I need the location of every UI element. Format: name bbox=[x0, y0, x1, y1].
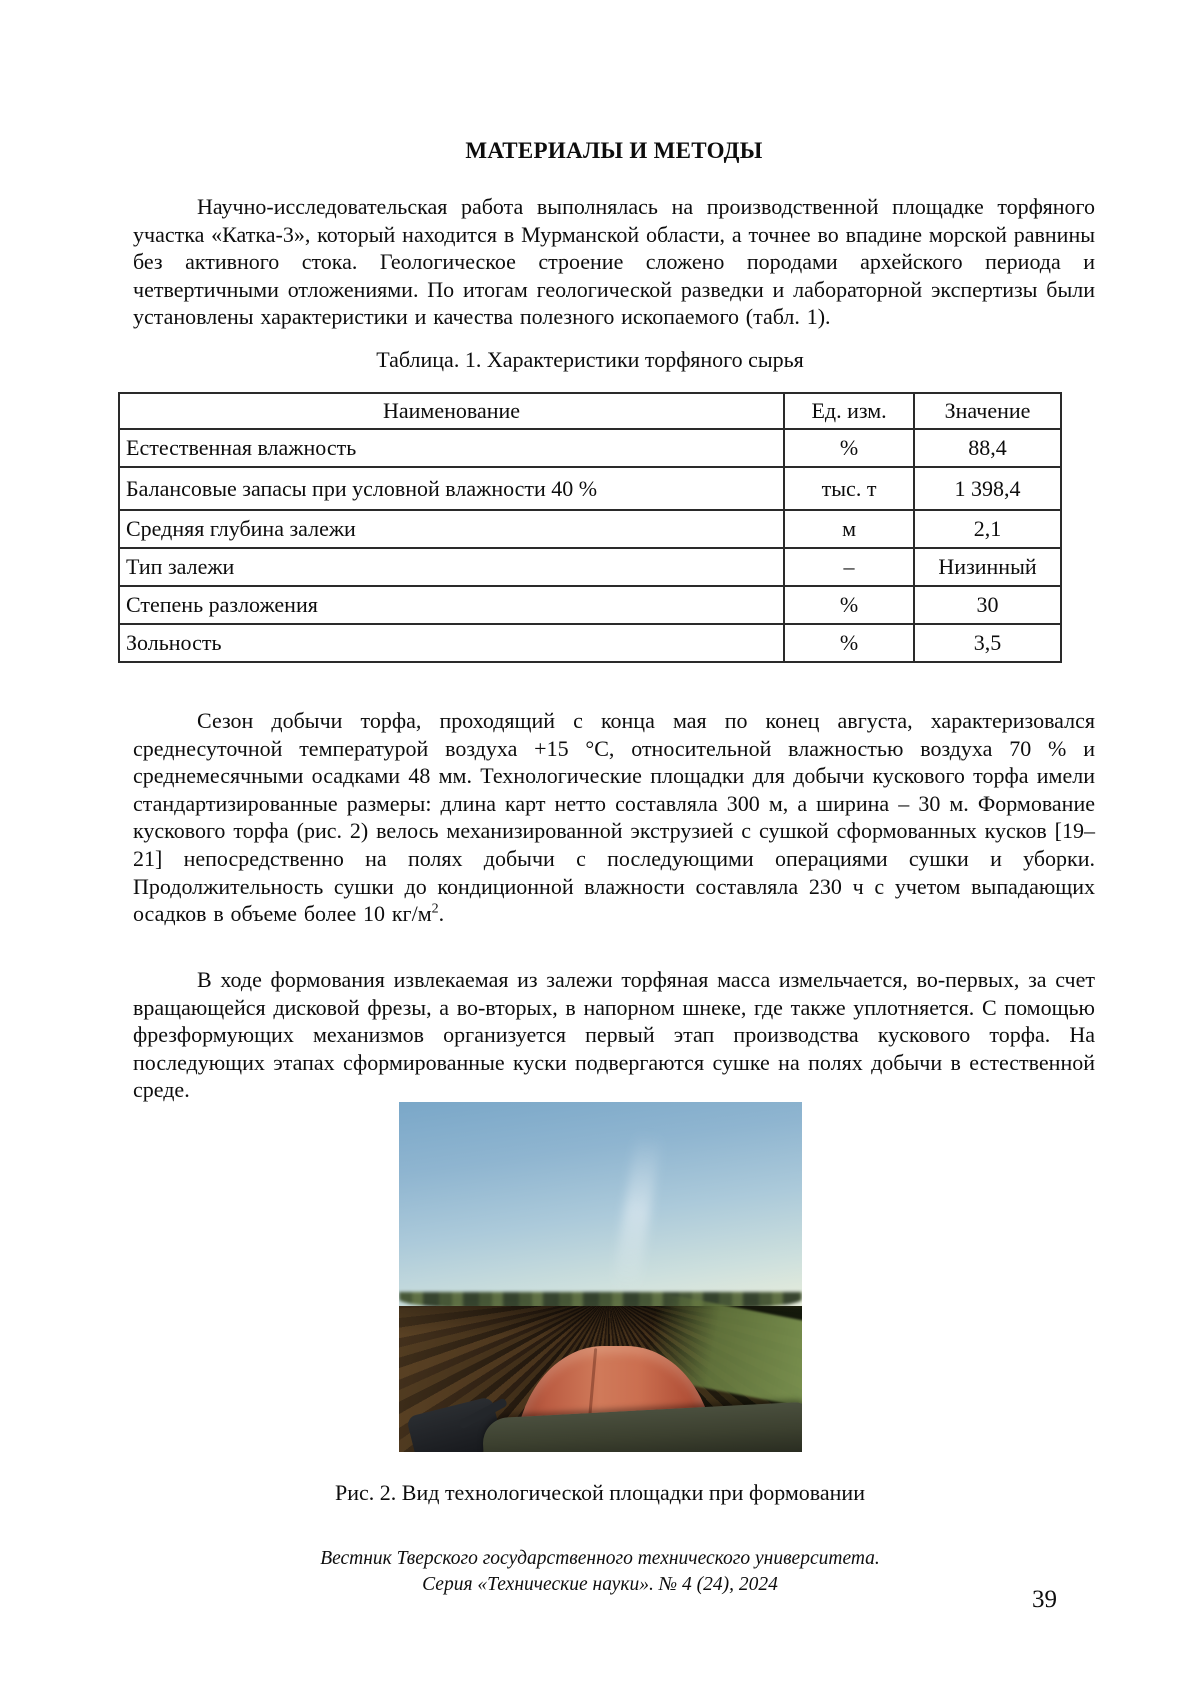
row-unit: – bbox=[784, 548, 914, 586]
row-value: 30 bbox=[914, 586, 1061, 624]
row-value: 3,5 bbox=[914, 624, 1061, 662]
row-name: Средняя глубина залежи bbox=[119, 510, 784, 548]
table-caption: Таблица. 1. Характеристики торфяного сырья bbox=[376, 347, 804, 372]
row-name: Естественная влажность bbox=[119, 429, 784, 467]
paragraph-intro-text: Научно-исследовательская работа выполнялась на производственной площадке торфяного участка «Катка-3», который находится в Мурманской области, а точнее во впадине морской равнины без активного стока. Геологическое строение сложено породами архейского периода и четвертичными отложениями. По итогам геологической разведки и лабораторной экспертизы были установлены характеристики и качества полезного ископаемого (табл. 1). bbox=[133, 194, 1095, 330]
journal-footer-line1: Вестник Тверского государственного технического университета. bbox=[320, 1548, 880, 1569]
row-name: Зольность bbox=[119, 624, 784, 662]
col-header-name: Наименование bbox=[119, 393, 784, 429]
table-peat-characteristics bbox=[118, 392, 1062, 663]
table-row bbox=[119, 624, 1061, 662]
col-header-value: Значение bbox=[914, 393, 1061, 429]
superscript-2: 2 bbox=[431, 901, 439, 917]
row-name: Степень разложения bbox=[119, 586, 784, 624]
paragraph-forming bbox=[133, 966, 1095, 1104]
row-name: Балансовые запасы при условной влажности 40 % bbox=[119, 467, 784, 510]
section-heading: МАТЕРИАЛЫ И МЕТОДЫ bbox=[465, 138, 763, 163]
paragraph-season-text: Сезон добычи торфа, проходящий с конца мая по конец августа, характеризовался среднесуточной температурой воздуха +15 °С, относительной влажностью воздуха 70 % и среднемесячными осадками 48 мм. Технологические площадки для добычи кускового торфа имели стандартизированные размеры: длина карт нетто составляла 300 м, а ширина – 30 м. Формование кускового торфа (рис. 2) велось механизированной экструзией с сушкой сформованных кусков [19–21] непосредственно на полях добычи с последующими операциями сушки и уборки. Продолжительность сушки до кондиционной влажности составляла 230 ч с учетом выпадающих осадков в объеме более 10 кг/м bbox=[133, 708, 1095, 927]
photo-sky bbox=[399, 1102, 802, 1307]
row-unit: тыс. т bbox=[784, 467, 914, 510]
photo-peat-field-from-tractor bbox=[399, 1102, 802, 1452]
table-row bbox=[119, 548, 1061, 586]
row-unit: % bbox=[784, 429, 914, 467]
col-header-unit: Ед. изм. bbox=[784, 393, 914, 429]
table-header-row bbox=[119, 393, 1061, 429]
row-unit: % bbox=[784, 624, 914, 662]
row-value: 88,4 bbox=[914, 429, 1061, 467]
paragraph-forming-text: В ходе формования извлекаемая из залежи торфяная масса измельчается, во-первых, за счет вращающейся дисковой фрезы, а во-вторых, в напорном шнеке, где также уплотняется. С помощью фрезформующих механизмов организуется первый этап производства кускового торфа. На последующих этапах сформированные куски подвергаются сушке на полях добычи в естественной среде. bbox=[133, 967, 1095, 1103]
page-number: 39 bbox=[1032, 1586, 1057, 1613]
journal-footer-line2: Серия «Технические науки». № 4 (24), 2024 bbox=[422, 1574, 778, 1595]
table-row bbox=[119, 467, 1061, 510]
table-row bbox=[119, 510, 1061, 548]
paragraph-intro bbox=[133, 193, 1095, 331]
figure-caption: Рис. 2. Вид технологической площадки при формовании bbox=[335, 1480, 865, 1505]
row-unit: % bbox=[784, 586, 914, 624]
row-value: Низинный bbox=[914, 548, 1061, 586]
table-row bbox=[119, 586, 1061, 624]
row-value: 2,1 bbox=[914, 510, 1061, 548]
row-name: Тип залежи bbox=[119, 548, 784, 586]
table-row bbox=[119, 429, 1061, 467]
paragraph-season-tail: . bbox=[438, 901, 445, 927]
row-unit: м bbox=[784, 510, 914, 548]
row-value: 1 398,4 bbox=[914, 467, 1061, 510]
paragraph-season bbox=[133, 707, 1095, 928]
